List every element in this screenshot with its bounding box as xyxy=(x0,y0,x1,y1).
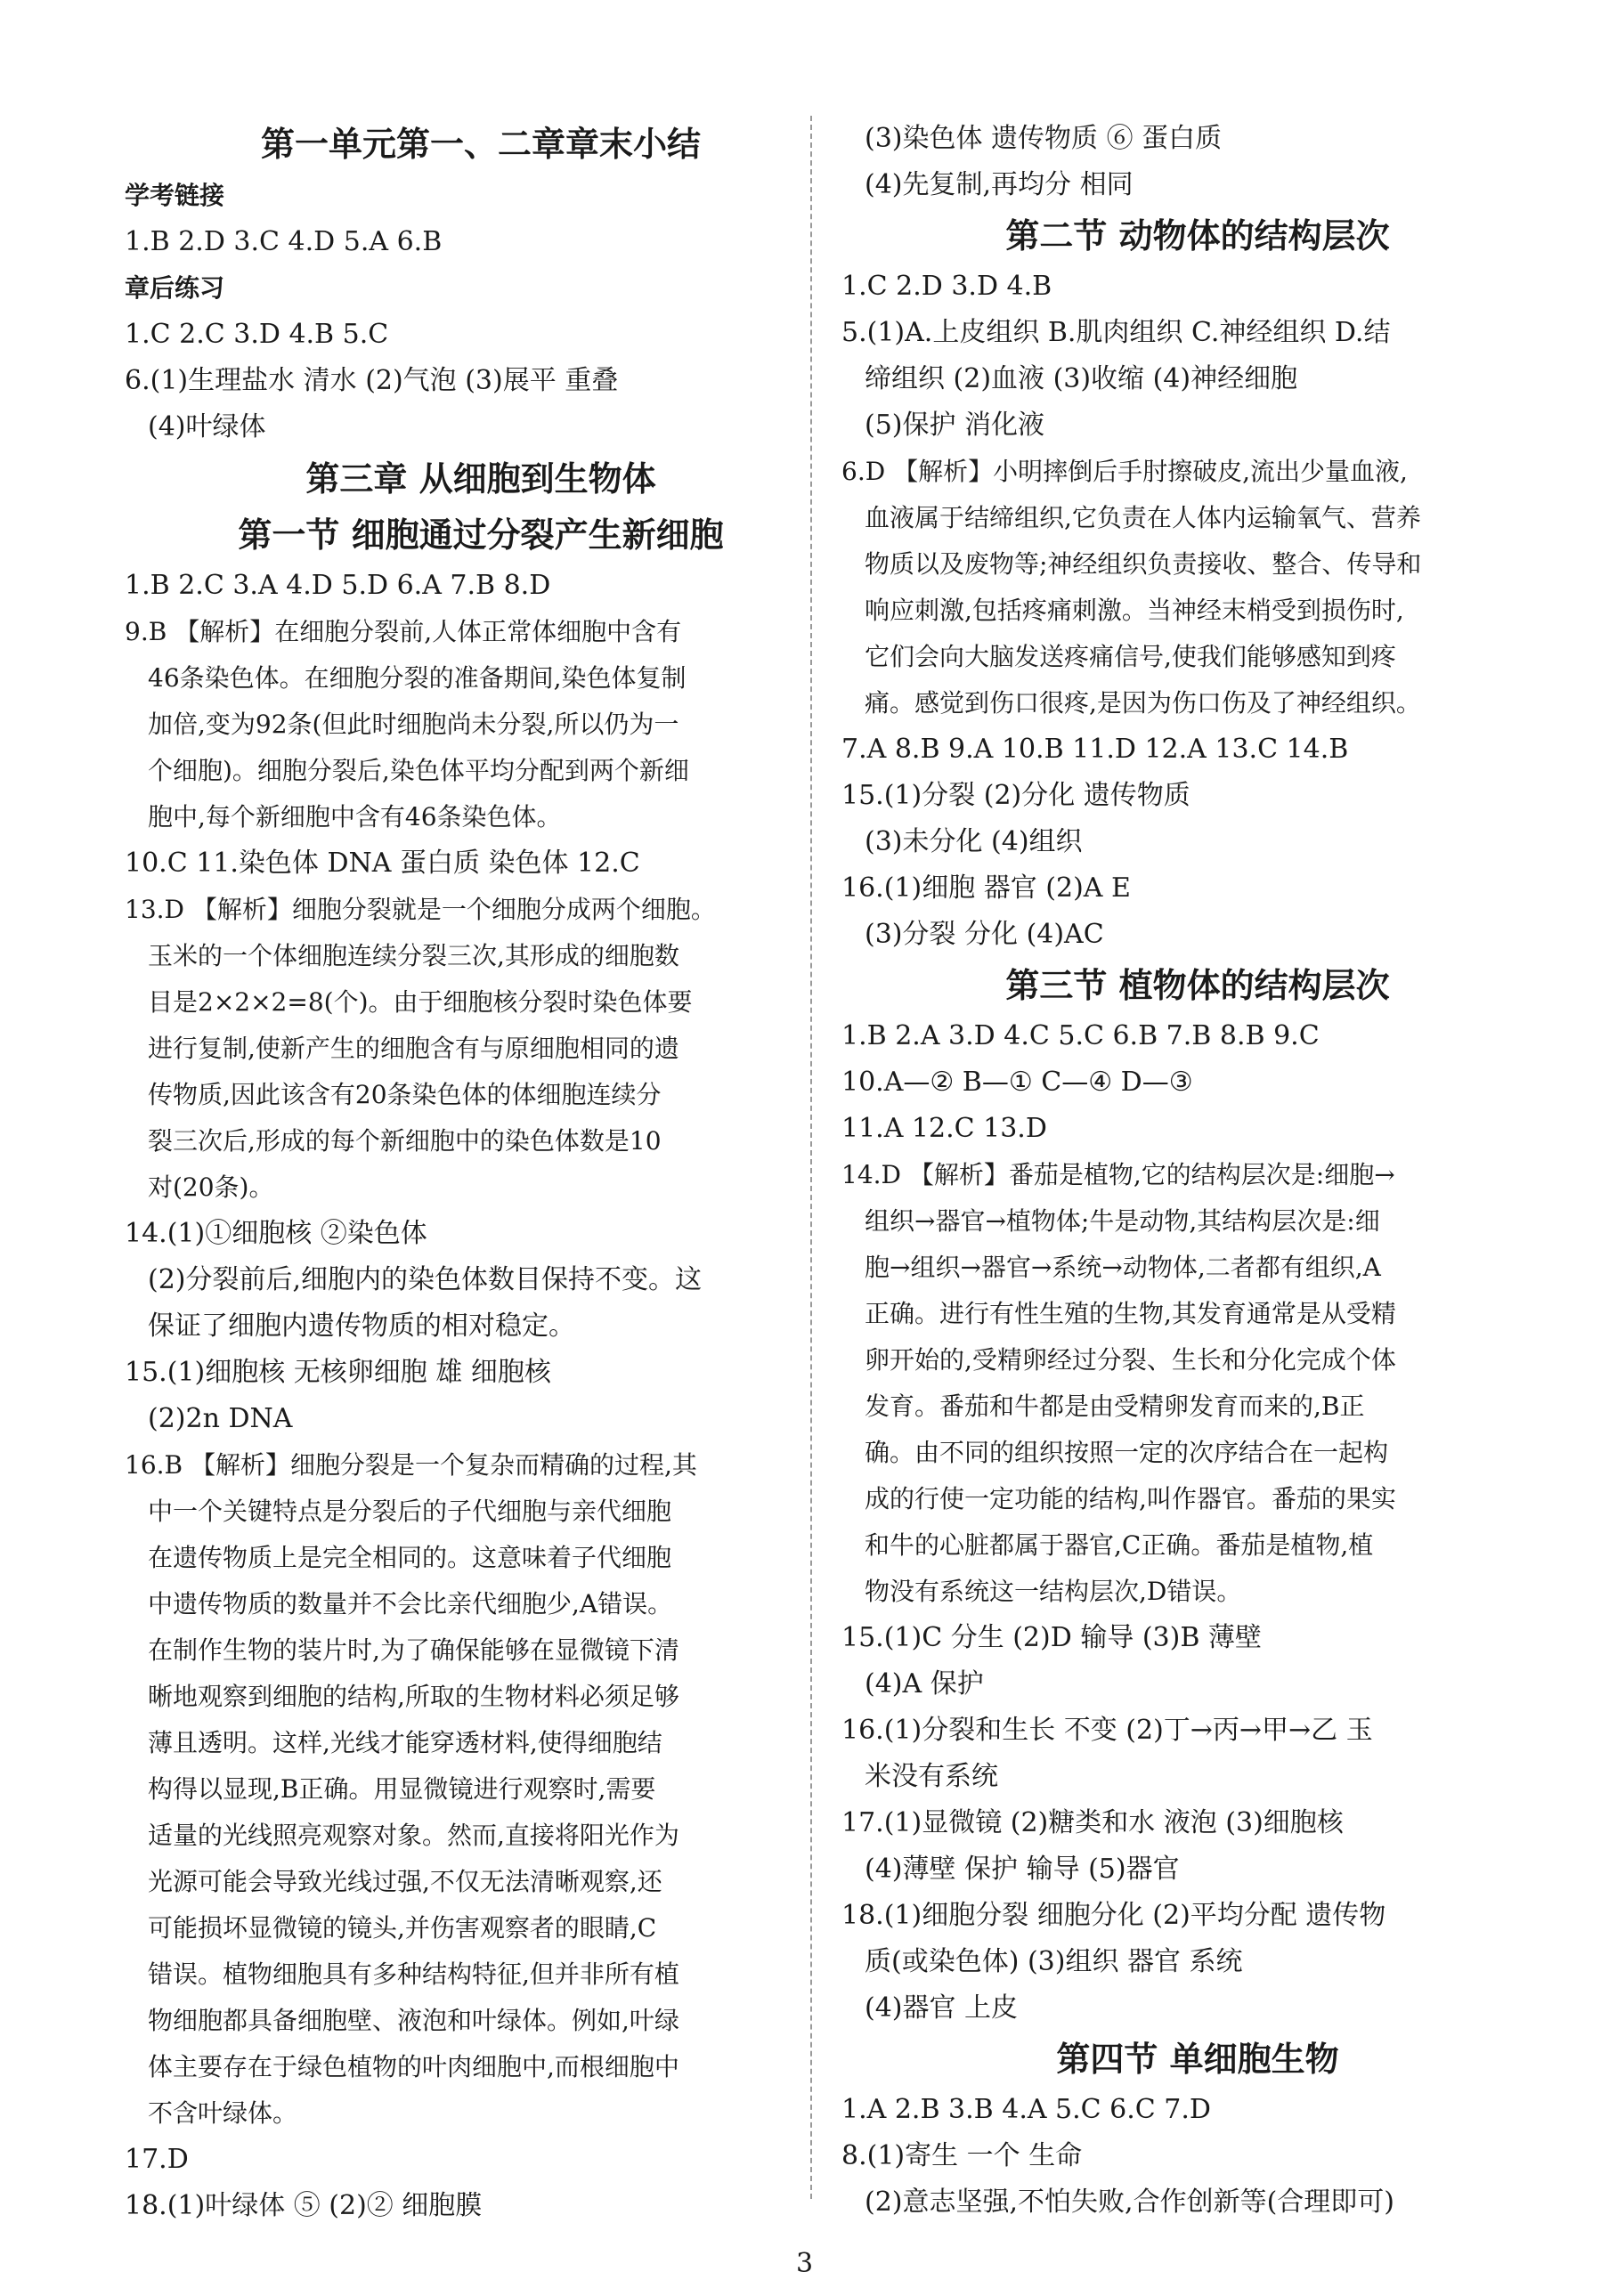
page-number: 3 xyxy=(795,2248,814,2279)
explanation-line: 光源可能会导致光线过强,不仅无法清晰观察,还 xyxy=(148,1867,662,1896)
explanation-line: 组织→器官→植物体;牛是动物,其结构层次是:细 xyxy=(865,1206,1380,1236)
answer-line: 11.A 12.C 13.D xyxy=(841,1113,1047,1144)
explanation-line: 它们会向大脑发送疼痛信号,使我们能够感知到疼 xyxy=(865,642,1396,671)
explanation-line: 14.D 【解析】番茄是植物,它的结构层次是:细胞→ xyxy=(841,1160,1395,1189)
explanation-line: 体主要存在于绿色植物的叶肉细胞中,而根细胞中 xyxy=(148,2052,679,2081)
explanation-line: 传物质,因此该含有20条染色体的体细胞连续分 xyxy=(148,1080,662,1109)
explanation-line: 裂三次后,形成的每个新细胞中的染色体数是10 xyxy=(148,1126,662,1156)
explanation-line: 物细胞都具备细胞壁、液泡和叶绿体。例如,叶绿 xyxy=(148,2006,679,2035)
answer-line: 保证了细胞内遗传物质的相对稳定。 xyxy=(148,1310,575,1342)
answer-line: 16.(1)细胞 器官 (2)A E xyxy=(841,872,1131,904)
answer-line: (3)分裂 分化 (4)AC xyxy=(865,919,1104,950)
answer-line: (3)未分化 (4)组织 xyxy=(865,826,1083,857)
answer-line: 10.C 11.染色体 DNA 蛋白质 染色体 12.C xyxy=(125,848,640,879)
answer-line: (4)叶绿体 xyxy=(148,411,266,442)
explanation-line: 16.B 【解析】细胞分裂是一个复杂而精确的过程,其 xyxy=(125,1450,697,1480)
answer-line: 质(或染色体) (3)组织 器官 系统 xyxy=(865,1946,1243,1977)
explanation-line: 构得以显现,B正确。用显微镜进行观察时,需要 xyxy=(148,1774,656,1804)
explanation-line: 和牛的心脏都属于器官,C正确。番茄是植物,植 xyxy=(865,1530,1374,1560)
explanation-line: 9.B 【解析】在细胞分裂前,人体正常体细胞中含有 xyxy=(125,617,682,646)
explanation-line: 胞→组织→器官→系统→动物体,二者都有组织,A xyxy=(865,1253,1381,1282)
answer-line: (4)A 保护 xyxy=(865,1668,984,1700)
explanation-line: 成的行使一定功能的结构,叫作器官。番茄的果实 xyxy=(865,1484,1396,1513)
section-heading: 第四节 单细胞生物 xyxy=(1056,2040,1339,2079)
explanation-line: 血液属于结缔组织,它负责在人体内运输氧气、营养 xyxy=(865,503,1421,532)
answer-line: 米没有系统 xyxy=(865,1761,998,1792)
answer-line: 5.(1)A.上皮组织 B.肌肉组织 C.神经组织 D.结 xyxy=(841,317,1391,348)
answer-line: (4)器官 上皮 xyxy=(865,1992,1019,2024)
answer-line: 7.A 8.B 9.A 10.B 11.D 12.A 13.C 14.B xyxy=(841,734,1349,765)
explanation-line: 加倍,变为92条(但此时细胞尚未分裂,所以仍为一 xyxy=(148,710,679,739)
answer-line: 14.(1)①细胞核 ②染色体 xyxy=(125,1218,427,1249)
answer-line: (4)先复制,再均分 相同 xyxy=(865,169,1134,200)
explanation-line: 不含叶绿体。 xyxy=(148,2098,298,2128)
answer-line: 8.(1)寄生 一个 生命 xyxy=(841,2140,1083,2171)
answer-line: 15.(1)C 分生 (2)D 输导 (3)B 薄壁 xyxy=(841,1622,1262,1653)
section-heading: 第二节 动物体的结构层次 xyxy=(1005,216,1390,256)
explanation-line: 个细胞)。细胞分裂后,染色体平均分配到两个新细 xyxy=(148,756,689,785)
answer-line: 1.A 2.B 3.B 4.A 5.C 6.C 7.D xyxy=(841,2094,1211,2125)
explanation-line: 胞中,每个新细胞中含有46条染色体。 xyxy=(148,802,562,832)
column-divider xyxy=(810,116,812,2199)
answer-line: 15.(1)分裂 (2)分化 遗传物质 xyxy=(841,780,1190,811)
chapter-heading: 第一单元第一、二章章末小结 xyxy=(260,125,701,164)
explanation-line: 发育。番茄和牛都是由受精卵发育而来的,B正 xyxy=(865,1391,1365,1421)
answer-line: 15.(1)细胞核 无核卵细胞 雄 细胞核 xyxy=(125,1357,551,1388)
explanation-line: 46条染色体。在细胞分裂的准备期间,染色体复制 xyxy=(148,663,687,693)
explanation-line: 可能损坏显微镜的镜头,并伤害观察者的眼睛,C xyxy=(148,1913,657,1943)
section-heading: 第三节 植物体的结构层次 xyxy=(1005,966,1390,1005)
answer-line: 17.D xyxy=(125,2144,189,2175)
answer-line: 1.C 2.C 3.D 4.B 5.C xyxy=(125,319,389,350)
answer-line: 1.C 2.D 3.D 4.B xyxy=(841,271,1052,302)
explanation-line: 中遗传物质的数量并不会比亲代细胞少,A错误。 xyxy=(148,1589,673,1619)
explanation-line: 卵开始的,受精卵经过分裂、生长和分化完成个体 xyxy=(865,1345,1396,1375)
answer-line: (3)染色体 遗传物质 ⑥ 蛋白质 xyxy=(865,123,1223,154)
right-column xyxy=(841,116,1554,2226)
answer-line: 16.(1)分裂和生长 不变 (2)丁→丙→甲→乙 玉 xyxy=(841,1715,1373,1746)
explanation-line: 对(20条)。 xyxy=(148,1172,274,1202)
subsection-label: 章后练习 xyxy=(125,273,225,303)
explanation-line: 进行复制,使新产生的细胞含有与原细胞相同的遗 xyxy=(148,1034,679,1063)
left-column xyxy=(125,116,837,2229)
explanation-line: 13.D 【解析】细胞分裂就是一个细胞分成两个细胞。 xyxy=(125,895,716,924)
explanation-line: 错误。植物细胞具有多种结构特征,但并非所有植 xyxy=(148,1959,679,1989)
explanation-line: 晰地观察到细胞的结构,所取的生物材料必须足够 xyxy=(148,1682,679,1711)
explanation-line: 在制作生物的装片时,为了确保能够在显微镜下清 xyxy=(148,1635,679,1665)
explanation-line: 确。由不同的组织按照一定的次序结合在一起构 xyxy=(865,1438,1389,1467)
explanation-line: 适量的光线照亮观察对象。然而,直接将阳光作为 xyxy=(148,1821,679,1850)
chapter-heading: 第三章 从细胞到生物体 xyxy=(305,459,656,499)
explanation-line: 玉米的一个体细胞连续分裂三次,其形成的细胞数 xyxy=(148,941,679,970)
explanation-line: 6.D 【解析】小明摔倒后手肘擦破皮,流出少量血液, xyxy=(841,457,1408,486)
answer-line: (5)保护 消化液 xyxy=(865,410,1045,441)
answer-line: 缔组织 (2)血液 (3)收缩 (4)神经细胞 xyxy=(865,363,1298,394)
explanation-line: 响应刺激,包括疼痛刺激。当神经末梢受到损伤时, xyxy=(865,596,1404,625)
subsection-label: 学考链接 xyxy=(125,181,225,210)
answer-line: (4)薄壁 保护 输导 (5)器官 xyxy=(865,1854,1180,1885)
answer-line: 1.B 2.A 3.D 4.C 5.C 6.B 7.B 8.B 9.C xyxy=(841,1020,1320,1051)
explanation-line: 物质以及废物等;神经组织负责接收、整合、传导和 xyxy=(865,549,1422,579)
answer-line: (2)分裂前后,细胞内的染色体数目保持不变。这 xyxy=(148,1264,703,1295)
explanation-line: 痛。感觉到伤口很疼,是因为伤口伤及了神经组织。 xyxy=(865,688,1421,718)
explanation-line: 目是2×2×2=8(个)。由于细胞核分裂时染色体要 xyxy=(148,987,693,1017)
explanation-line: 正确。进行有性生殖的生物,其发育通常是从受精 xyxy=(865,1299,1396,1328)
explanation-line: 在遗传物质上是完全相同的。这意味着子代细胞 xyxy=(148,1543,672,1572)
section-heading: 第一节 细胞通过分裂产生新细胞 xyxy=(238,515,724,555)
answer-line: (2)2n DNA xyxy=(148,1403,293,1434)
answer-line: 6.(1)生理盐水 清水 (2)气泡 (3)展平 重叠 xyxy=(125,365,619,396)
answer-line: (2)意志坚强,不怕失败,合作创新等(合理即可) xyxy=(865,2186,1394,2218)
answer-line: 1.B 2.D 3.C 4.D 5.A 6.B xyxy=(125,226,443,257)
answer-line: 18.(1)叶绿体 ⑤ (2)② 细胞膜 xyxy=(125,2190,483,2221)
explanation-line: 薄且透明。这样,光线才能穿透材料,使得细胞结 xyxy=(148,1728,662,1757)
answer-line: 17.(1)显微镜 (2)糖类和水 液泡 (3)细胞核 xyxy=(841,1807,1344,1838)
explanation-line: 中一个关键特点是分裂后的子代细胞与亲代细胞 xyxy=(148,1497,672,1526)
answer-line: 1.B 2.C 3.A 4.D 5.D 6.A 7.B 8.D xyxy=(125,570,551,601)
answer-line: 10.A—② B—① C—④ D—③ xyxy=(841,1067,1193,1098)
explanation-line: 物没有系统这一结构层次,D错误。 xyxy=(865,1577,1242,1606)
answer-line: 18.(1)细胞分裂 细胞分化 (2)平均分配 遗传物 xyxy=(841,1900,1386,1931)
